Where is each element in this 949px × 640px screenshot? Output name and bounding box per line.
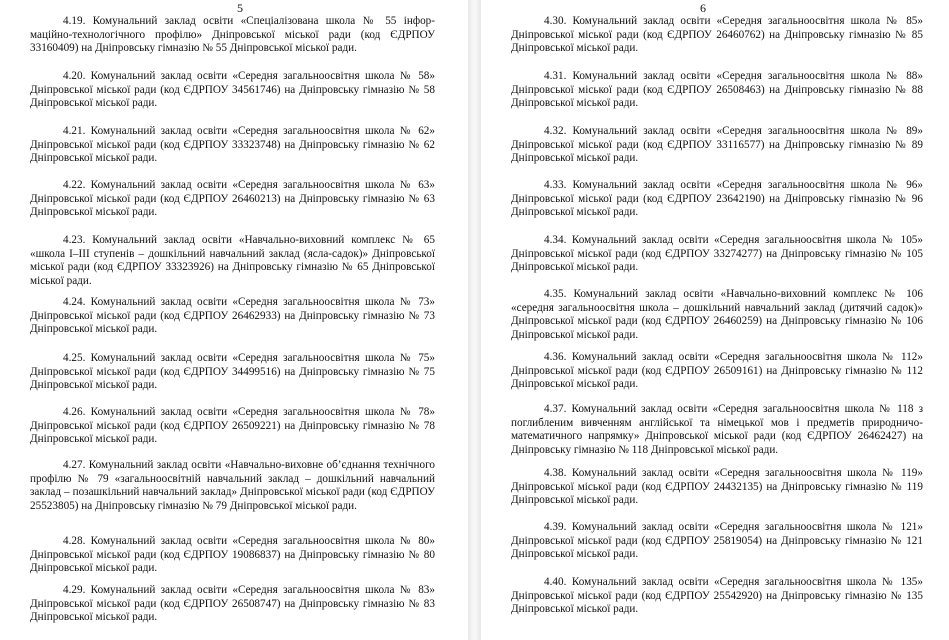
clause-4-22: 4.22. Комунальний заклад освіти «Середня загальноосвітня школа № 63» Дніпровської міської ради (код ЄДРПОУ 26460213) на Дніпровську гімназію № 63 Дніпровської міської ради. <box>30 179 435 219</box>
page-gutter <box>468 0 481 640</box>
clause-4-19: 4.19. Комунальний заклад освіти «Спеціалізована школа № 55 інфор-маційно-технологічного профілю» Дніпровської міської ради (код ЄДРПОУ 33160409) на Дніпровську гімназію № 55 Дніпровської міської ради. <box>30 15 435 55</box>
clause-4-31: 4.31. Комунальний заклад освіти «Середня загальноосвітня школа № 88» Дніпровської міської ради (код ЄДРПОУ 26508463) на Дніпровську гімназію № 88 Дніпровської міської ради. <box>511 70 923 110</box>
page-number: 6 <box>700 1 706 15</box>
page-number: 5 <box>237 1 243 15</box>
clause-4-35: 4.35. Комунальний заклад освіти «Навчально-виховний комплекс № 106 «середня загальноосвітня школа – дошкільний навчальний заклад (дитячий садок)» Дніпровської міської ради (код ЄДРПОУ 26460259) на Дніпровську гімназію № 106 Дніпровської міської ради. <box>511 288 923 341</box>
clause-4-23: 4.23. Комунальний заклад освіти «Навчально-виховний комплекс № 65 «школа I–III ступенів – дошкільний навчальний заклад (ясла-садок)» Дніпровської міської ради (код ЄДРПОУ 33323926) на Дніпровську гімназію № 65 Дніпровської міської ради. <box>30 234 435 287</box>
clause-4-20: 4.20. Комунальний заклад освіти «Середня загальноосвітня школа № 58» Дніпровської міської ради (код ЄДРПОУ 34561746) на Дніпровську гімназію № 58 Дніпровської міської ради. <box>30 70 435 110</box>
clause-4-38: 4.38. Комунальний заклад освіти «Середня загальноосвітня школа № 119» Дніпровської міської ради (код ЄДРПОУ 24432135) на Дніпровську гімназію № 119 Дніпровської міської ради. <box>511 467 923 507</box>
clause-4-30: 4.30. Комунальний заклад освіти «Середня загальноосвітня школа № 85» Дніпровської міської ради (код ЄДРПОУ 26460762) на Дніпровську гімназію № 85 Дніпровської міської ради. <box>511 15 923 55</box>
clause-4-26: 4.26. Комунальний заклад освіти «Середня загальноосвітня школа № 78» Дніпровської міської ради (код ЄДРПОУ 26509221) на Дніпровську гімназію № 78 Дніпровської міської ради. <box>30 406 435 446</box>
clause-4-25: 4.25. Комунальний заклад освіти «Середня загальноосвітня школа № 75» Дніпровської міської ради (код ЄДРПОУ 34499516) на Дніпровську гімназію № 75 Дніпровської міської ради. <box>30 352 435 392</box>
clause-4-24: 4.24. Комунальний заклад освіти «Середня загальноосвітня школа № 73» Дніпровської міської ради (код ЄДРПОУ 26462933) на Дніпровську гімназію № 73 Дніпровської міської ради. <box>30 296 435 336</box>
clause-4-40: 4.40. Комунальний заклад освіти «Середня загальноосвітня школа № 135» Дніпровської міської ради (код ЄДРПОУ 25542920) на Дніпровську гімназію № 135 Дніпровської міської ради. <box>511 576 923 616</box>
clause-4-39: 4.39. Комунальний заклад освіти «Середня загальноосвітня школа № 121» Дніпровської міської ради (код ЄДРПОУ 25819054) на Дніпровську гімназію № 121 Дніпровської міської ради. <box>511 521 923 561</box>
clause-4-29: 4.29. Комунальний заклад освіти «Середня загальноосвітня школа № 83» Дніпровської міської ради (код ЄДРПОУ 26508747) на Дніпровську гімназію № 83 Дніпровської міської ради. <box>30 584 435 624</box>
clause-4-33: 4.33. Комунальний заклад освіти «Середня загальноосвітня школа № 96» Дніпровської міської ради (код ЄДРПОУ 23642190) на Дніпровську гімназію № 96 Дніпровської міської ради. <box>511 179 923 219</box>
clause-4-32: 4.32. Комунальний заклад освіти «Середня загальноосвітня школа № 89» Дніпровської міської ради (код ЄДРПОУ 33116577) на Дніпровську гімназію № 89 Дніпровської міської ради. <box>511 125 923 165</box>
clause-4-21: 4.21. Комунальний заклад освіти «Середня загальноосвітня школа № 62» Дніпровської міської ради (код ЄДРПОУ 33323748) на Дніпровську гімназію № 62 Дніпровської міської ради. <box>30 125 435 165</box>
document-page-6 <box>481 0 949 640</box>
clause-4-28: 4.28. Комунальний заклад освіти «Середня загальноосвітня школа № 80» Дніпровської міської ради (код ЄДРПОУ 19086837) на Дніпровську гімназію № 80 Дніпровської міської ради. <box>30 535 435 575</box>
document-page-5 <box>0 0 468 640</box>
clause-4-27: 4.27. Комунальний заклад освіти «Навчально-виховне об’єднання технічного профілю № 79 «загальноосвітній навчальний заклад – дошкільний навчальний заклад – позашкільний навчальний заклад» Дніпровської міської ради (код ЄДРПОУ 25523805) на Дніпровську гімназію № 79 Дніпровської міської ради. <box>30 459 435 512</box>
clause-4-36: 4.36. Комунальний заклад освіти «Середня загальноосвітня школа № 112» Дніпровської міської ради (код ЄДРПОУ 26509161) на Дніпровську гімназію № 112 Дніпровської міської ради. <box>511 351 923 391</box>
clause-4-34: 4.34. Комунальний заклад освіти «Середня загальноосвітня школа № 105» Дніпровської міської ради (код ЄДРПОУ 33274277) на Дніпровську гімназію № 105 Дніпровської міської ради. <box>511 234 923 274</box>
clause-4-37: 4.37. Комунальний заклад освіти «Середня загальноосвітня школа № 118 з поглибленим вивченням англійської та німецької мов і предметів природничо-математичного напрямку» Дніпровської міської ради (код ЄДРПОУ 26462427) на Дніпровську гімназію № 118 Дніпровської міської ради. <box>511 403 923 456</box>
